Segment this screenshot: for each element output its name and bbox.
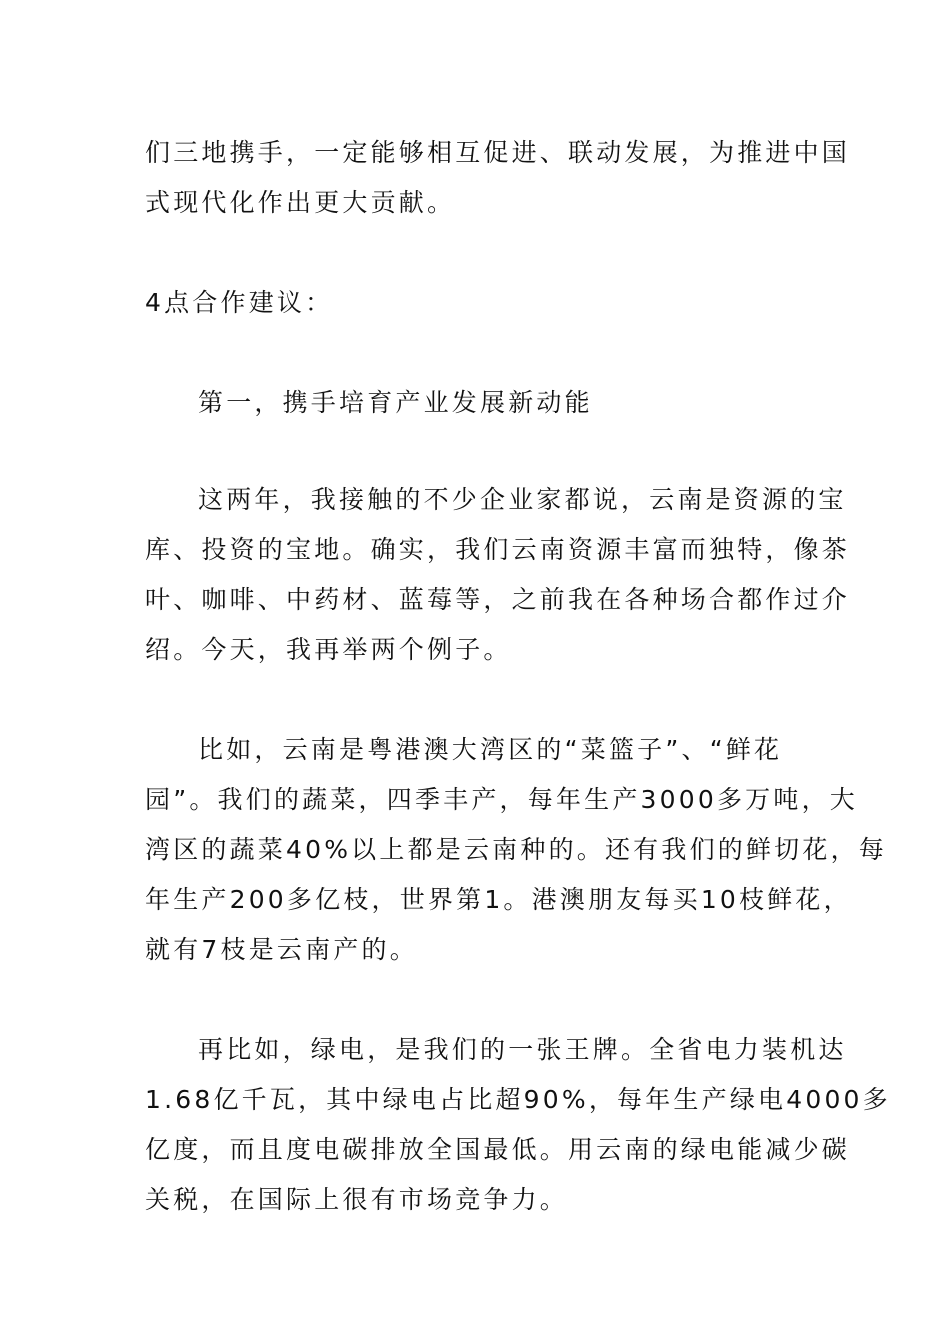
- text-line: 园”。我们的蔬菜，四季丰产，每年生产3000多万吨，大: [145, 785, 858, 814]
- subheading-text: 第一，携手培育产业发展新动能: [198, 388, 593, 417]
- text-line: 库、投资的宝地。确实，我们云南资源丰富而独特，像茶: [145, 535, 851, 564]
- heading-text: 4点合作建议：: [145, 288, 334, 317]
- text-line: 湾区的蔬菜40%以上都是云南种的。还有我们的鲜切花，每: [145, 835, 887, 864]
- text-line: 1.68亿千瓦，其中绿电占比超90%，每年生产绿电4000多: [145, 1085, 891, 1114]
- text-line: 这两年，我接触的不少企业家都说，云南是资源的宝: [198, 485, 847, 514]
- text-line: 亿度，而且度电碳排放全国最低。用云南的绿电能减少碳: [145, 1135, 851, 1164]
- text-line: 绍。今天，我再举两个例子。: [145, 635, 512, 664]
- text-line: 式现代化作出更大贡献。: [145, 188, 456, 217]
- text-line: 年生产200多亿枝，世界第1。港澳朋友每买10枝鲜花，: [145, 885, 852, 914]
- text-line: 就有7枝是云南产的。: [145, 935, 418, 964]
- text-line: 们三地携手，一定能够相互促进、联动发展，为推进中国: [145, 138, 851, 167]
- text-line: 关税，在国际上很有市场竞争力。: [145, 1185, 569, 1214]
- text-line: 再比如，绿电，是我们的一张王牌。全省电力装机达: [198, 1035, 847, 1064]
- text-line: 比如，云南是粤港澳大湾区的“菜篮子”、“鲜花: [198, 735, 783, 764]
- text-line: 叶、咖啡、中药材、蓝莓等，之前我在各种场合都作过介: [145, 585, 851, 614]
